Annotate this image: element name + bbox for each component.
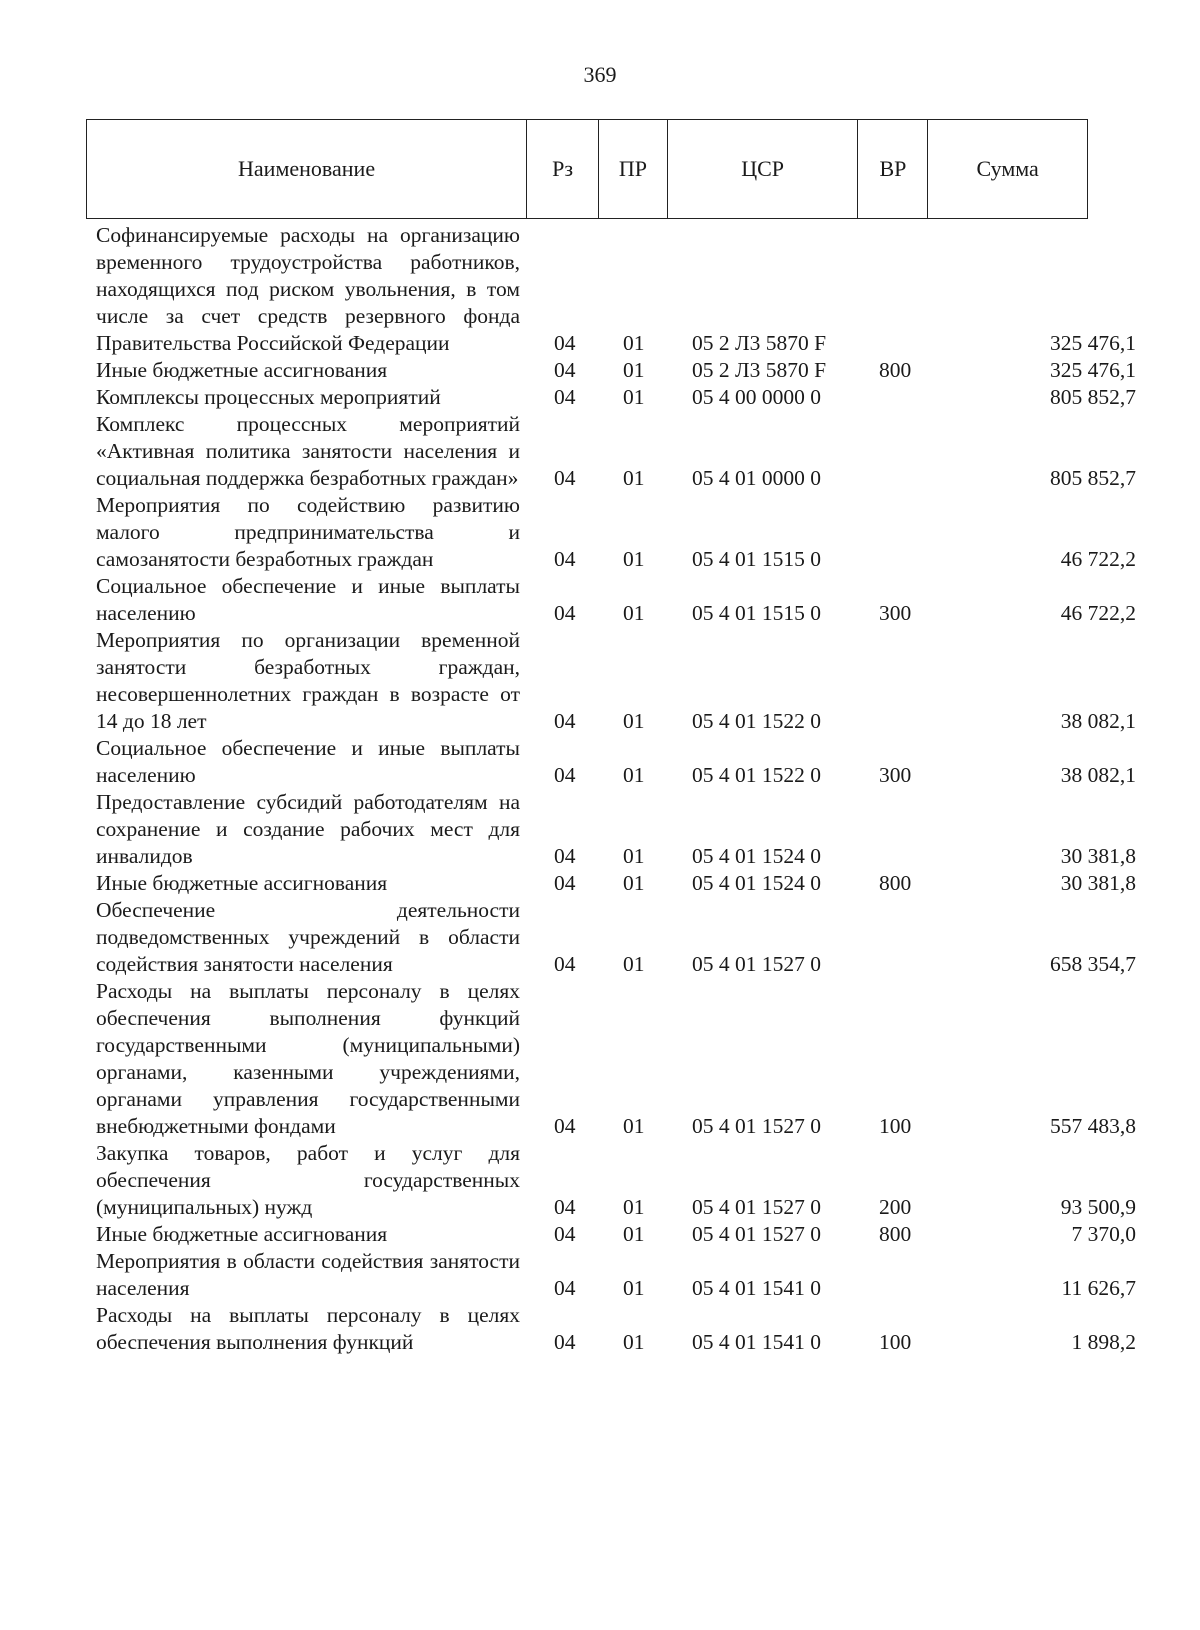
row-sum: 325 476,1 xyxy=(1050,331,1136,355)
table-row xyxy=(0,1221,1200,1248)
row-rz: 04 xyxy=(554,763,576,787)
row-pr: 01 xyxy=(623,385,645,409)
row-sum: 325 476,1 xyxy=(1050,358,1136,382)
header-sum: Сумма xyxy=(927,120,1087,218)
row-sum: 46 722,2 xyxy=(1060,601,1136,625)
row-pr: 01 xyxy=(623,1195,645,1219)
row-pr: 01 xyxy=(623,466,645,490)
table-row xyxy=(0,897,1200,978)
row-pr: 01 xyxy=(623,331,645,355)
row-rz: 04 xyxy=(554,331,576,355)
row-vr: 100 xyxy=(879,1330,912,1354)
row-name: Комплекс процессных мероприятий «Активная политика занятости населения и социальная поддержка безработных граждан» xyxy=(96,412,520,490)
table-row xyxy=(0,222,1200,357)
table-row xyxy=(0,411,1200,492)
row-csr: 05 4 01 1527 0 xyxy=(692,1222,821,1246)
row-name: Мероприятия по организации временной занятости безработных граждан, несовершеннолетних граждан в возрасте от 14 до 18 лет xyxy=(96,628,520,733)
row-name: Обеспечение деятельности подведомственных учреждений в области содействия занятости населения xyxy=(96,898,520,976)
row-csr: 05 4 01 1524 0 xyxy=(692,871,821,895)
row-pr: 01 xyxy=(623,601,645,625)
row-name: Софинансируемые расходы на организацию временного трудоустройства работников, находящихся под риском увольнения, в том числе за счет средств резервного фонда Правительства Российской Федерации xyxy=(96,223,520,355)
row-sum: 30 381,8 xyxy=(1060,871,1136,895)
row-name: Иные бюджетные ассигнования xyxy=(96,1222,388,1246)
row-sum: 805 852,7 xyxy=(1050,466,1136,490)
table-row xyxy=(0,627,1200,735)
row-pr: 01 xyxy=(623,1276,645,1300)
row-sum: 30 381,8 xyxy=(1060,844,1136,868)
row-sum: 1 898,2 xyxy=(1071,1330,1136,1354)
row-csr: 05 4 01 0000 0 xyxy=(692,466,821,490)
row-sum: 805 852,7 xyxy=(1050,385,1136,409)
header-vr: ВР xyxy=(857,120,927,218)
row-csr: 05 4 01 1527 0 xyxy=(692,952,821,976)
row-csr: 05 4 01 1541 0 xyxy=(692,1330,821,1354)
row-csr: 05 4 01 1515 0 xyxy=(692,547,821,571)
table-row xyxy=(0,735,1200,789)
row-csr: 05 4 01 1515 0 xyxy=(692,601,821,625)
row-rz: 04 xyxy=(554,601,576,625)
row-pr: 01 xyxy=(623,844,645,868)
table-header xyxy=(86,119,1088,219)
table-row xyxy=(0,1140,1200,1221)
row-rz: 04 xyxy=(554,358,576,382)
row-pr: 01 xyxy=(623,358,645,382)
row-rz: 04 xyxy=(554,952,576,976)
header-rz: Рз xyxy=(526,120,598,218)
row-csr: 05 4 01 1541 0 xyxy=(692,1276,821,1300)
table-row xyxy=(0,573,1200,627)
row-vr: 100 xyxy=(879,1114,912,1138)
row-rz: 04 xyxy=(554,1330,576,1354)
table-row xyxy=(0,1302,1200,1356)
row-name: Иные бюджетные ассигнования xyxy=(96,871,388,895)
row-name: Расходы на выплаты персоналу в целях обеспечения выполнения функций государственными (муниципальными) органами, казенными учреждениями, органами управления государственными внебюджетными фондами xyxy=(96,979,520,1138)
header-pr: ПР xyxy=(598,120,667,218)
row-vr: 800 xyxy=(879,358,912,382)
row-pr: 01 xyxy=(623,1222,645,1246)
row-name: Социальное обеспечение и иные выплаты населению xyxy=(96,574,520,625)
row-pr: 01 xyxy=(623,952,645,976)
row-pr: 01 xyxy=(623,709,645,733)
row-sum: 11 626,7 xyxy=(1061,1276,1136,1300)
row-name: Закупка товаров, работ и услуг для обеспечения государственных (муниципальных) нужд xyxy=(96,1141,520,1219)
row-vr: 200 xyxy=(879,1195,912,1219)
row-rz: 04 xyxy=(554,871,576,895)
row-rz: 04 xyxy=(554,1195,576,1219)
row-csr: 05 4 01 1522 0 xyxy=(692,709,821,733)
row-rz: 04 xyxy=(554,1114,576,1138)
row-sum: 7 370,0 xyxy=(1071,1222,1136,1246)
row-pr: 01 xyxy=(623,763,645,787)
page-number: 369 xyxy=(583,62,617,87)
row-pr: 01 xyxy=(623,1330,645,1354)
table-row xyxy=(0,357,1200,384)
row-rz: 04 xyxy=(554,547,576,571)
row-name: Мероприятия в области содействия занятости населения xyxy=(96,1249,520,1300)
header-csr: ЦСР xyxy=(667,120,858,218)
table-row xyxy=(0,1248,1200,1302)
table-row xyxy=(0,384,1200,411)
row-csr: 05 4 00 0000 0 xyxy=(692,385,821,409)
table-body xyxy=(0,222,1200,1356)
header-name: Наименование xyxy=(238,156,376,181)
row-name: Мероприятия по содействию развитию малого предпринимательства и самозанятости безработных граждан xyxy=(96,493,520,571)
row-pr: 01 xyxy=(623,871,645,895)
table-row xyxy=(0,870,1200,897)
row-rz: 04 xyxy=(554,1276,576,1300)
row-sum: 38 082,1 xyxy=(1060,709,1136,733)
row-pr: 01 xyxy=(623,547,645,571)
row-csr: 05 4 01 1522 0 xyxy=(692,763,821,787)
row-rz: 04 xyxy=(554,709,576,733)
row-pr: 01 xyxy=(623,1114,645,1138)
row-csr: 05 4 01 1524 0 xyxy=(692,844,821,868)
row-sum: 557 483,8 xyxy=(1050,1114,1136,1138)
row-vr: 800 xyxy=(879,1222,912,1246)
row-name: Расходы на выплаты персоналу в целях обеспечения выполнения функций xyxy=(96,1303,520,1354)
table-row xyxy=(0,978,1200,1140)
row-name: Социальное обеспечение и иные выплаты населению xyxy=(96,736,520,787)
table-row xyxy=(0,492,1200,573)
row-vr: 800 xyxy=(879,871,912,895)
row-vr: 300 xyxy=(879,601,912,625)
row-name: Предоставление субсидий работодателям на сохранение и создание рабочих мест для инвалидов xyxy=(96,790,520,868)
row-sum: 38 082,1 xyxy=(1060,763,1136,787)
row-vr: 300 xyxy=(879,763,912,787)
row-csr: 05 4 01 1527 0 xyxy=(692,1114,821,1138)
row-rz: 04 xyxy=(554,466,576,490)
row-rz: 04 xyxy=(554,844,576,868)
row-csr: 05 2 Л3 5870 F xyxy=(692,358,827,382)
table-row xyxy=(0,789,1200,870)
row-sum: 46 722,2 xyxy=(1060,547,1136,571)
row-name: Комплексы процессных мероприятий xyxy=(96,385,441,409)
row-csr: 05 4 01 1527 0 xyxy=(692,1195,821,1219)
row-name: Иные бюджетные ассигнования xyxy=(96,358,388,382)
row-csr: 05 2 Л3 5870 F xyxy=(692,331,827,355)
row-rz: 04 xyxy=(554,1222,576,1246)
row-sum: 658 354,7 xyxy=(1050,952,1136,976)
row-rz: 04 xyxy=(554,385,576,409)
row-sum: 93 500,9 xyxy=(1060,1195,1136,1219)
